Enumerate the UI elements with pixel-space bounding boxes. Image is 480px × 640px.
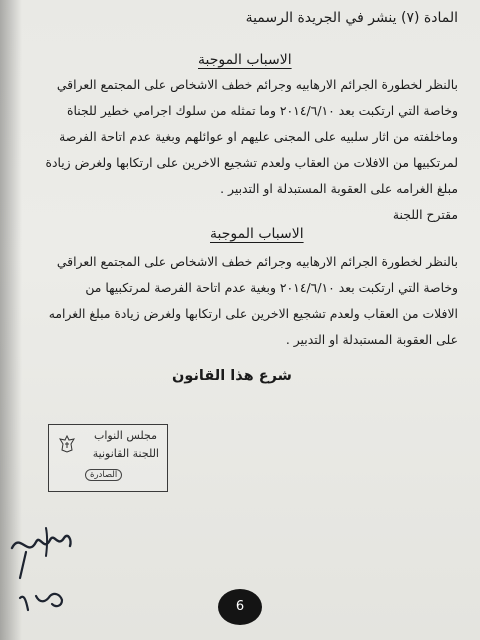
section2-heading: الاسباب الموجبة [210, 226, 304, 242]
section2-line-4: على العقوبة المستبدلة او التدبير . [285, 332, 458, 347]
stamp-line-committee: اللجنة القانونية [92, 447, 159, 460]
article-7-header: المادة (٧) ينشر في الجريدة الرسمية [245, 10, 458, 26]
section1-line-4: لمرتكبيها من الافلات من العقاب ولعدم تشجيع الاخرين على ارتكابها ولغرض زيادة [45, 155, 458, 170]
section1-line-1: بالنظر لخطورة الجرائم الارهابيه وجرائم خطف الاشخاص على المجتمع العراقي [56, 77, 458, 92]
parliament-legal-committee-stamp [48, 424, 168, 492]
section1-line-5: مبلغ الغرامه على العقوبة المستبدلة او التدبير . [220, 181, 458, 196]
handwritten-signature [6, 518, 76, 626]
eagle-emblem-icon [59, 435, 75, 453]
section2-line-2: وخاصة التي ارتكبت بعد ٢٠١٤/٦/١٠ وبغية عدم اتاحة الفرصة لمرتكبيها من [85, 280, 458, 295]
section2-line-1: بالنظر لخطورة الجرائم الارهابيه وجرائم خطف الاشخاص على المجتمع العراقي [56, 254, 458, 269]
stamp-line-parliament: مجلس النواب [94, 429, 157, 442]
section1-heading: الاسباب الموجبة [198, 52, 292, 68]
section1-line-2: وخاصة التي ارتكبت بعد ٢٠١٤/٦/١٠ وما تمثله من سلوك اجرامي خطير للجناة [67, 103, 458, 118]
committee-proposal-label: مقترح اللجنة [392, 207, 458, 222]
section2-line-3: الافلات من العقاب ولعدم تشجيع الاخرين على ارتكابها ولغرض زيادة مبلغ الغرامه [48, 306, 458, 321]
enactment-title: شرع هذا القانون [172, 368, 292, 384]
stamp-line-outgoing: الصادرة [85, 469, 122, 481]
page-number: 6 [235, 599, 245, 614]
section1-line-3: وماخلفته من اثار سلبيه على المجنى عليهم او عوائلهم وبغية عدم اتاحة الفرصة [59, 129, 458, 144]
page-number-badge [218, 589, 262, 625]
